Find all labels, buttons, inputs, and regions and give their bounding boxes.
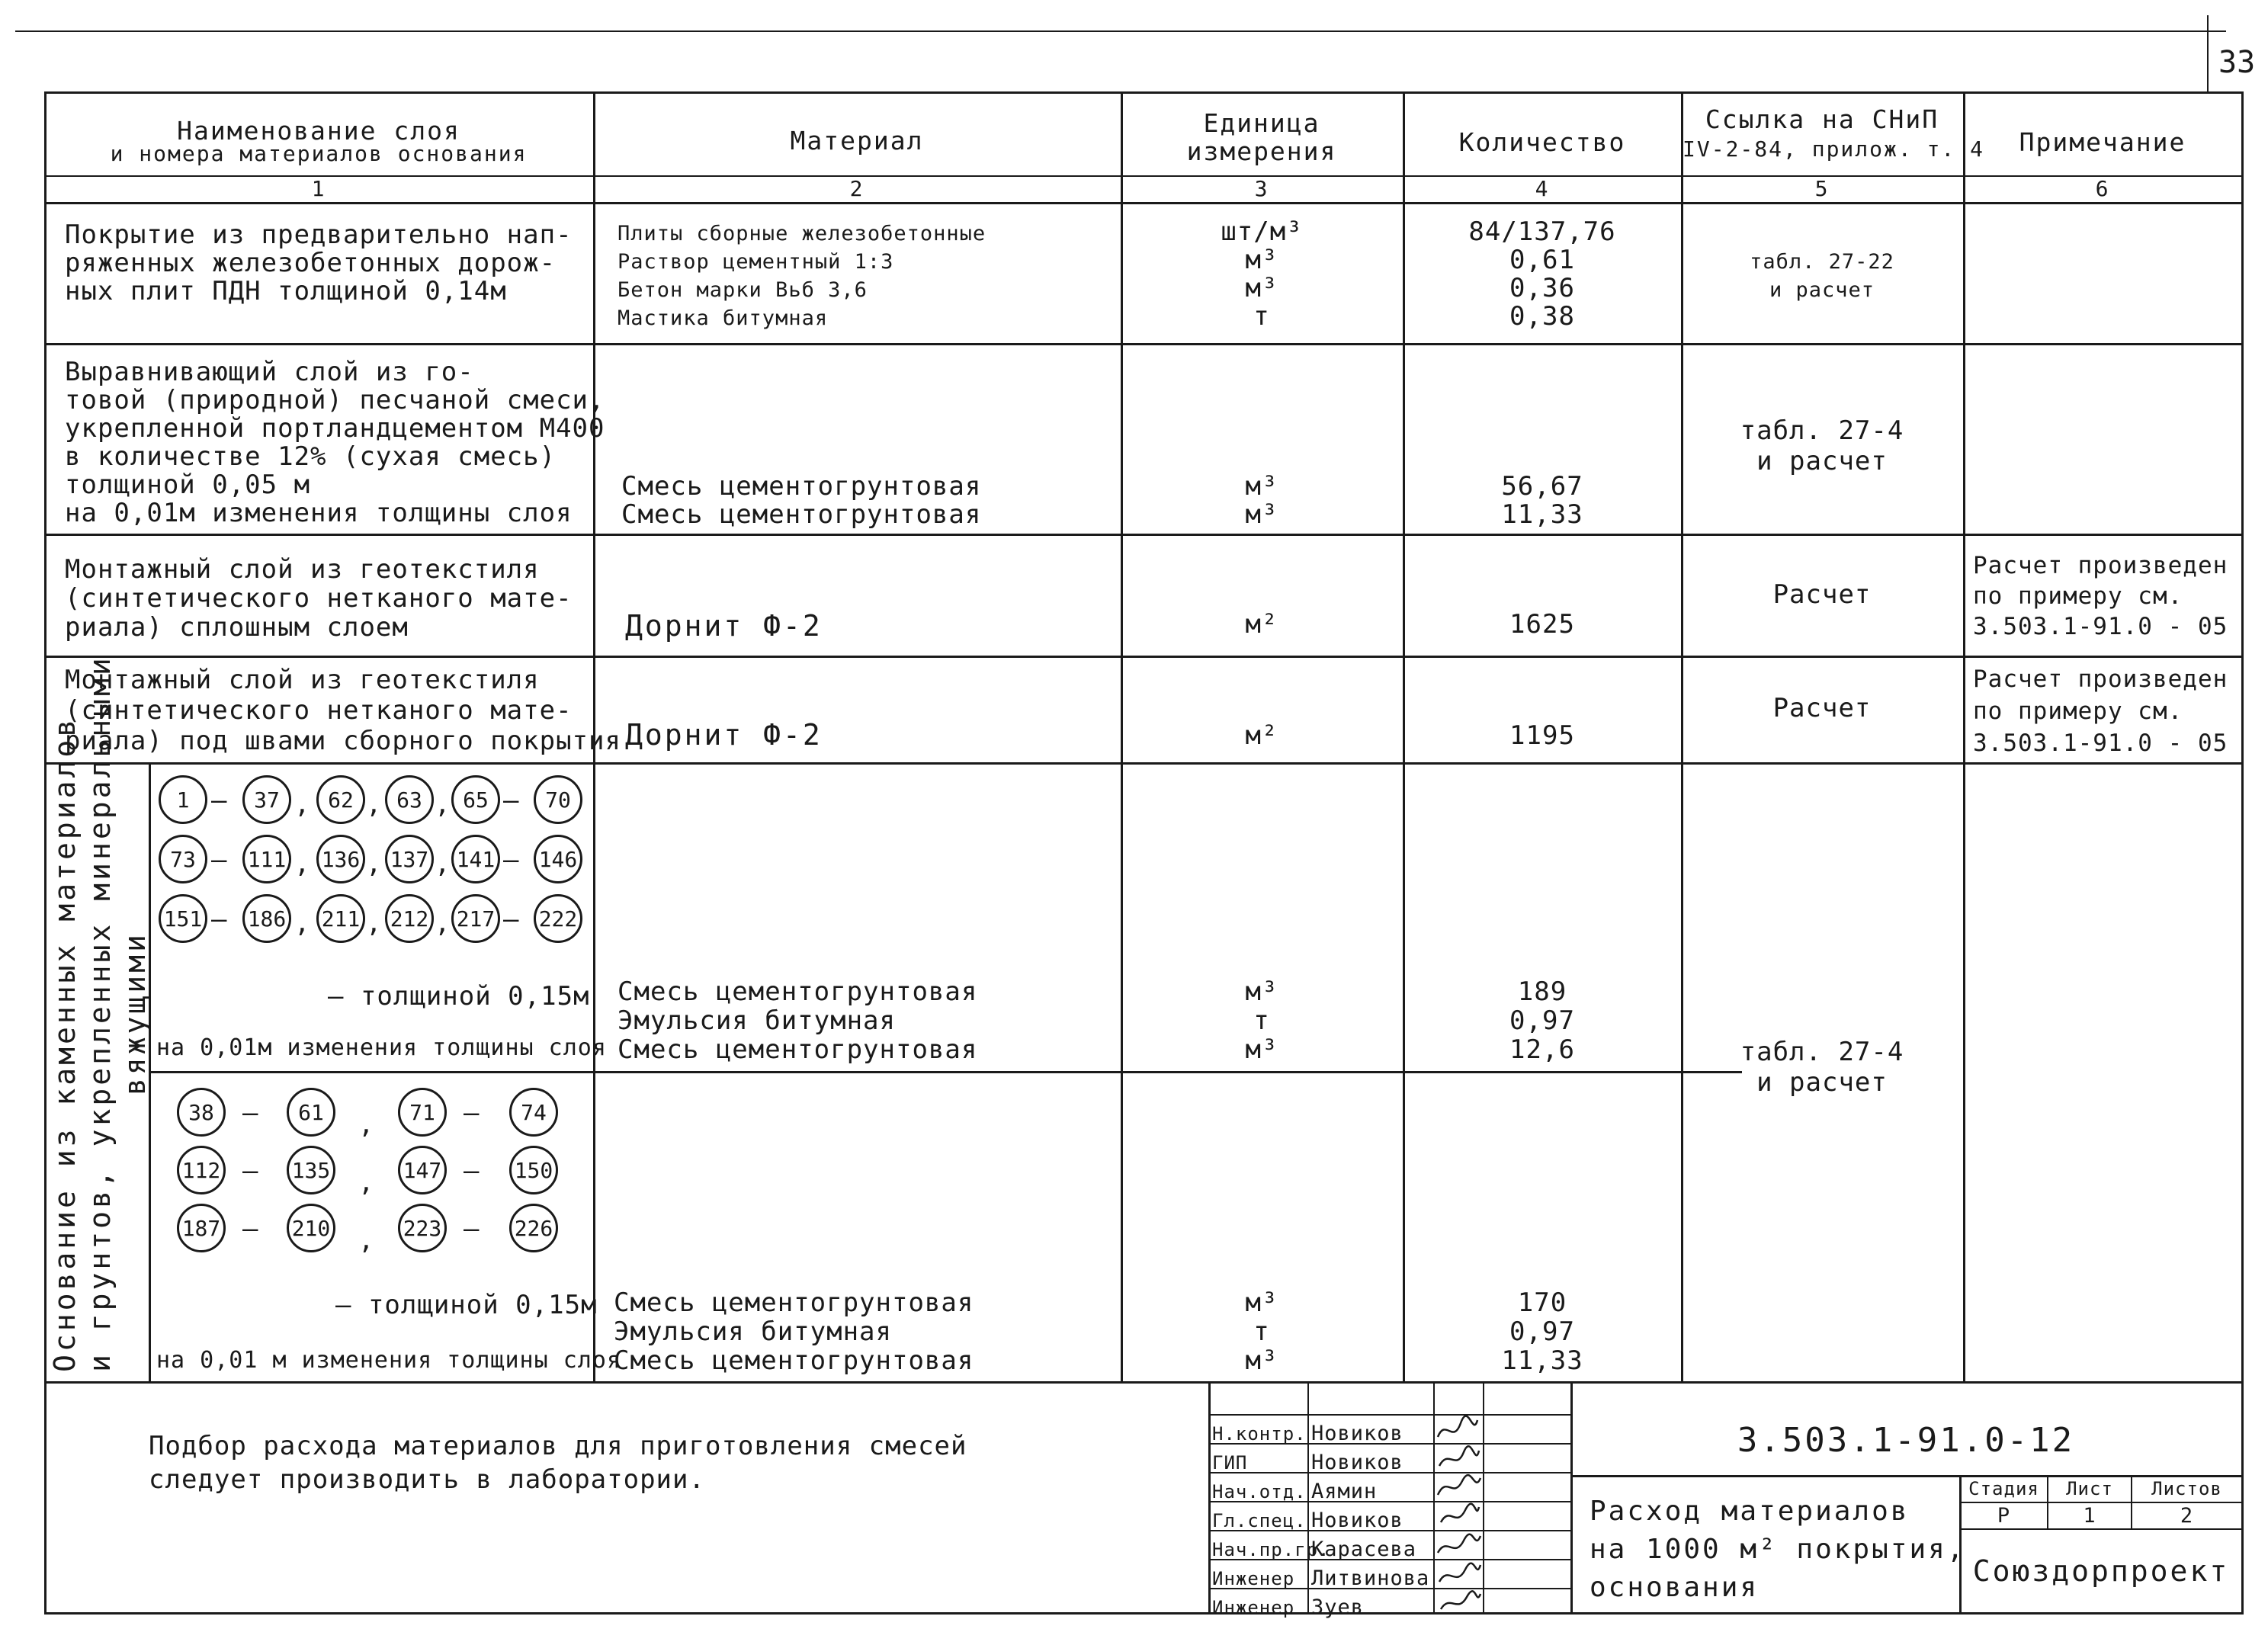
header-layer-line1: Наименование слоя <box>177 116 460 146</box>
sheet-label: Лист <box>2066 1478 2113 1499</box>
col-number-6: 6 <box>2095 176 2110 201</box>
row2-reference: табл. 27-4 и расчет <box>1740 415 1904 476</box>
stage-label: Стадия <box>1968 1478 2039 1499</box>
row3-unit: м² <box>1245 609 1278 640</box>
subA-materials: Смесь цементогрунтовая Эмульсия битумная Смесь цементогрунтовая <box>618 976 978 1065</box>
header-snip-line1: Ссылка на СНиП <box>1705 104 1939 134</box>
material-number-circle: 74 <box>509 1088 558 1137</box>
sheets-label: Листов <box>2151 1478 2222 1499</box>
document-title: Расход материалов на 1000 м² покрытия, основания <box>1590 1496 1966 1603</box>
header-material: Материал <box>790 126 924 156</box>
header-layer-line2: и номера материалов основания <box>110 141 528 166</box>
row3-reference: Расчет <box>1772 579 1872 610</box>
stage-value: Р <box>1997 1504 2011 1528</box>
row4-layer: Монтажный слой из геотекстиля (синтетического нетканого мате- риала) под швами сборного покрытия <box>65 665 621 756</box>
col-number-5: 5 <box>1814 176 1830 201</box>
row3-note: Расчет произведен по примеру см. 3.503.1-91.0 - 05 <box>1973 552 2228 640</box>
row4-material: Дорнит Ф-2 <box>625 718 823 752</box>
row1-materials: Плиты сборные железобетонные Раствор цементный 1:3 Бетон марки Вьб 3,6 Мастика битумная <box>618 222 986 330</box>
header-quantity: Количество <box>1458 127 1626 157</box>
row2-materials: Смесь цементогрунтовая Смесь цементогрунтовая <box>621 471 982 530</box>
material-number-circle: 71 <box>398 1088 447 1137</box>
material-number-circle: 150 <box>509 1146 558 1194</box>
page-number: 33 <box>2218 45 2256 80</box>
material-number-circle: 70 <box>534 775 582 824</box>
material-number-circle: 146 <box>534 835 582 883</box>
footnote: Подбор расхода материалов для приготовления смесей следует производить в лаборатории. <box>149 1431 967 1495</box>
material-number-circle: 186 <box>242 894 291 943</box>
material-number-circle: 112 <box>177 1146 226 1194</box>
row3-material: Дорнит Ф-2 <box>625 609 823 643</box>
header-snip-line2: IV-2-84, прилож. т. 4 <box>1683 136 1985 162</box>
material-number-circle: 38 <box>177 1088 226 1137</box>
header-note: Примечание <box>2019 127 2186 157</box>
col-number-2: 2 <box>849 176 865 201</box>
subB-units: м³ т м³ <box>1245 1287 1278 1376</box>
material-number-circle: 147 <box>398 1146 447 1194</box>
material-number-circle: 187 <box>177 1204 226 1252</box>
row1-units: шт/м³ м³ м³ т <box>1221 216 1303 332</box>
subB-quantity: 170 0,97 11,33 <box>1501 1287 1583 1376</box>
col-number-4: 4 <box>1535 176 1550 201</box>
material-number-circle: 111 <box>242 835 291 883</box>
base-group-vertical-label: Основание из каменных материалов и грунтов, укрепленных минеральными вяжущими <box>48 655 152 1372</box>
material-number-circle: 62 <box>316 775 365 824</box>
row4-note: Расчет произведен по примеру см. 3.503.1-91.0 - 05 <box>1973 665 2228 757</box>
row2-quantity: 56,67 11,33 <box>1501 471 1583 530</box>
stamp-names: Новиков Новиков Аямин Новиков Карасева Литвинова Зуев <box>1311 1422 1430 1619</box>
material-number-circle: 135 <box>287 1146 335 1194</box>
row3-quantity: 1625 <box>1509 609 1575 640</box>
header-unit-line1: Единица <box>1203 108 1320 138</box>
material-number-circle: 63 <box>385 775 434 824</box>
row4-reference: Расчет <box>1772 693 1872 723</box>
base-group-reference: табл. 27-4 и расчет <box>1740 1037 1904 1098</box>
subA-units: м³ т м³ <box>1245 976 1278 1065</box>
organization-name: Союздорпроект <box>1972 1554 2230 1588</box>
material-number-circle: 222 <box>534 894 582 943</box>
header-unit-line2: измерения <box>1186 136 1337 166</box>
material-number-circle: 136 <box>316 835 365 883</box>
subB-thickness: — толщиной 0,15м <box>335 1290 598 1320</box>
material-number-circle: 65 <box>451 775 500 824</box>
row1-quantity: 84/137,76 0,61 0,36 0,38 <box>1468 216 1616 332</box>
sheet-value: 1 <box>2083 1504 2096 1528</box>
stamp-roles: Н.контр. ГИП Нач.отд. Гл.спец. Нач.пр.гр. Инженер Инженер <box>1212 1423 1330 1618</box>
material-number-circle: 226 <box>509 1204 558 1252</box>
sheets-value: 2 <box>2180 1504 2194 1528</box>
subA-thickness: — толщиной 0,15м <box>328 981 590 1012</box>
material-number-circle: 217 <box>451 894 500 943</box>
row4-unit: м² <box>1245 720 1278 751</box>
material-number-circle: 210 <box>287 1204 335 1252</box>
material-number-circle: 151 <box>159 894 207 943</box>
material-number-circle: 211 <box>316 894 365 943</box>
material-number-circle: 73 <box>159 835 207 883</box>
subB-materials: Смесь цементогрунтовая Эмульсия битумная Смесь цементогрунтовая <box>614 1287 974 1376</box>
col-number-3: 3 <box>1254 176 1269 201</box>
material-number-circle: 37 <box>242 775 291 824</box>
subB-per-cm: на 0,01 м изменения толщины слоя <box>156 1347 621 1374</box>
material-number-circle: 61 <box>287 1088 335 1137</box>
subA-per-cm: на 0,01м изменения толщины слоя <box>156 1034 607 1061</box>
material-number-circle: 212 <box>385 894 434 943</box>
subA-quantity: 189 0,97 12,6 <box>1509 976 1575 1065</box>
signatures <box>1433 1414 1483 1612</box>
row1-reference: табл. 27-22 и расчет <box>1750 250 1894 302</box>
row1-layer: Покрытие из предварительно нап- ряженных железобетонных дорож- ных плит ПДН толщиной 0,14м <box>65 220 573 306</box>
material-number-circle: 1 <box>159 775 207 824</box>
row2-layer: Выравнивающий слой из го- товой (природной) песчаной смеси, укрепленной портландцементом М400 в количестве 12% (сухая смесь) толщиной 0,05 м на 0,01м изменения толщины слоя <box>65 357 605 528</box>
material-number-circle: 137 <box>385 835 434 883</box>
col-number-1: 1 <box>311 176 326 201</box>
material-number-circle: 141 <box>451 835 500 883</box>
row3-layer: Монтажный слой из геотекстиля (синтетического нетканого мате- риала) сплошным слоем <box>65 554 573 643</box>
row2-units: м³ м³ <box>1245 471 1278 530</box>
document-code: 3.503.1-91.0-12 <box>1737 1421 2075 1460</box>
row4-quantity: 1195 <box>1509 720 1575 751</box>
material-number-circle: 223 <box>398 1204 447 1252</box>
